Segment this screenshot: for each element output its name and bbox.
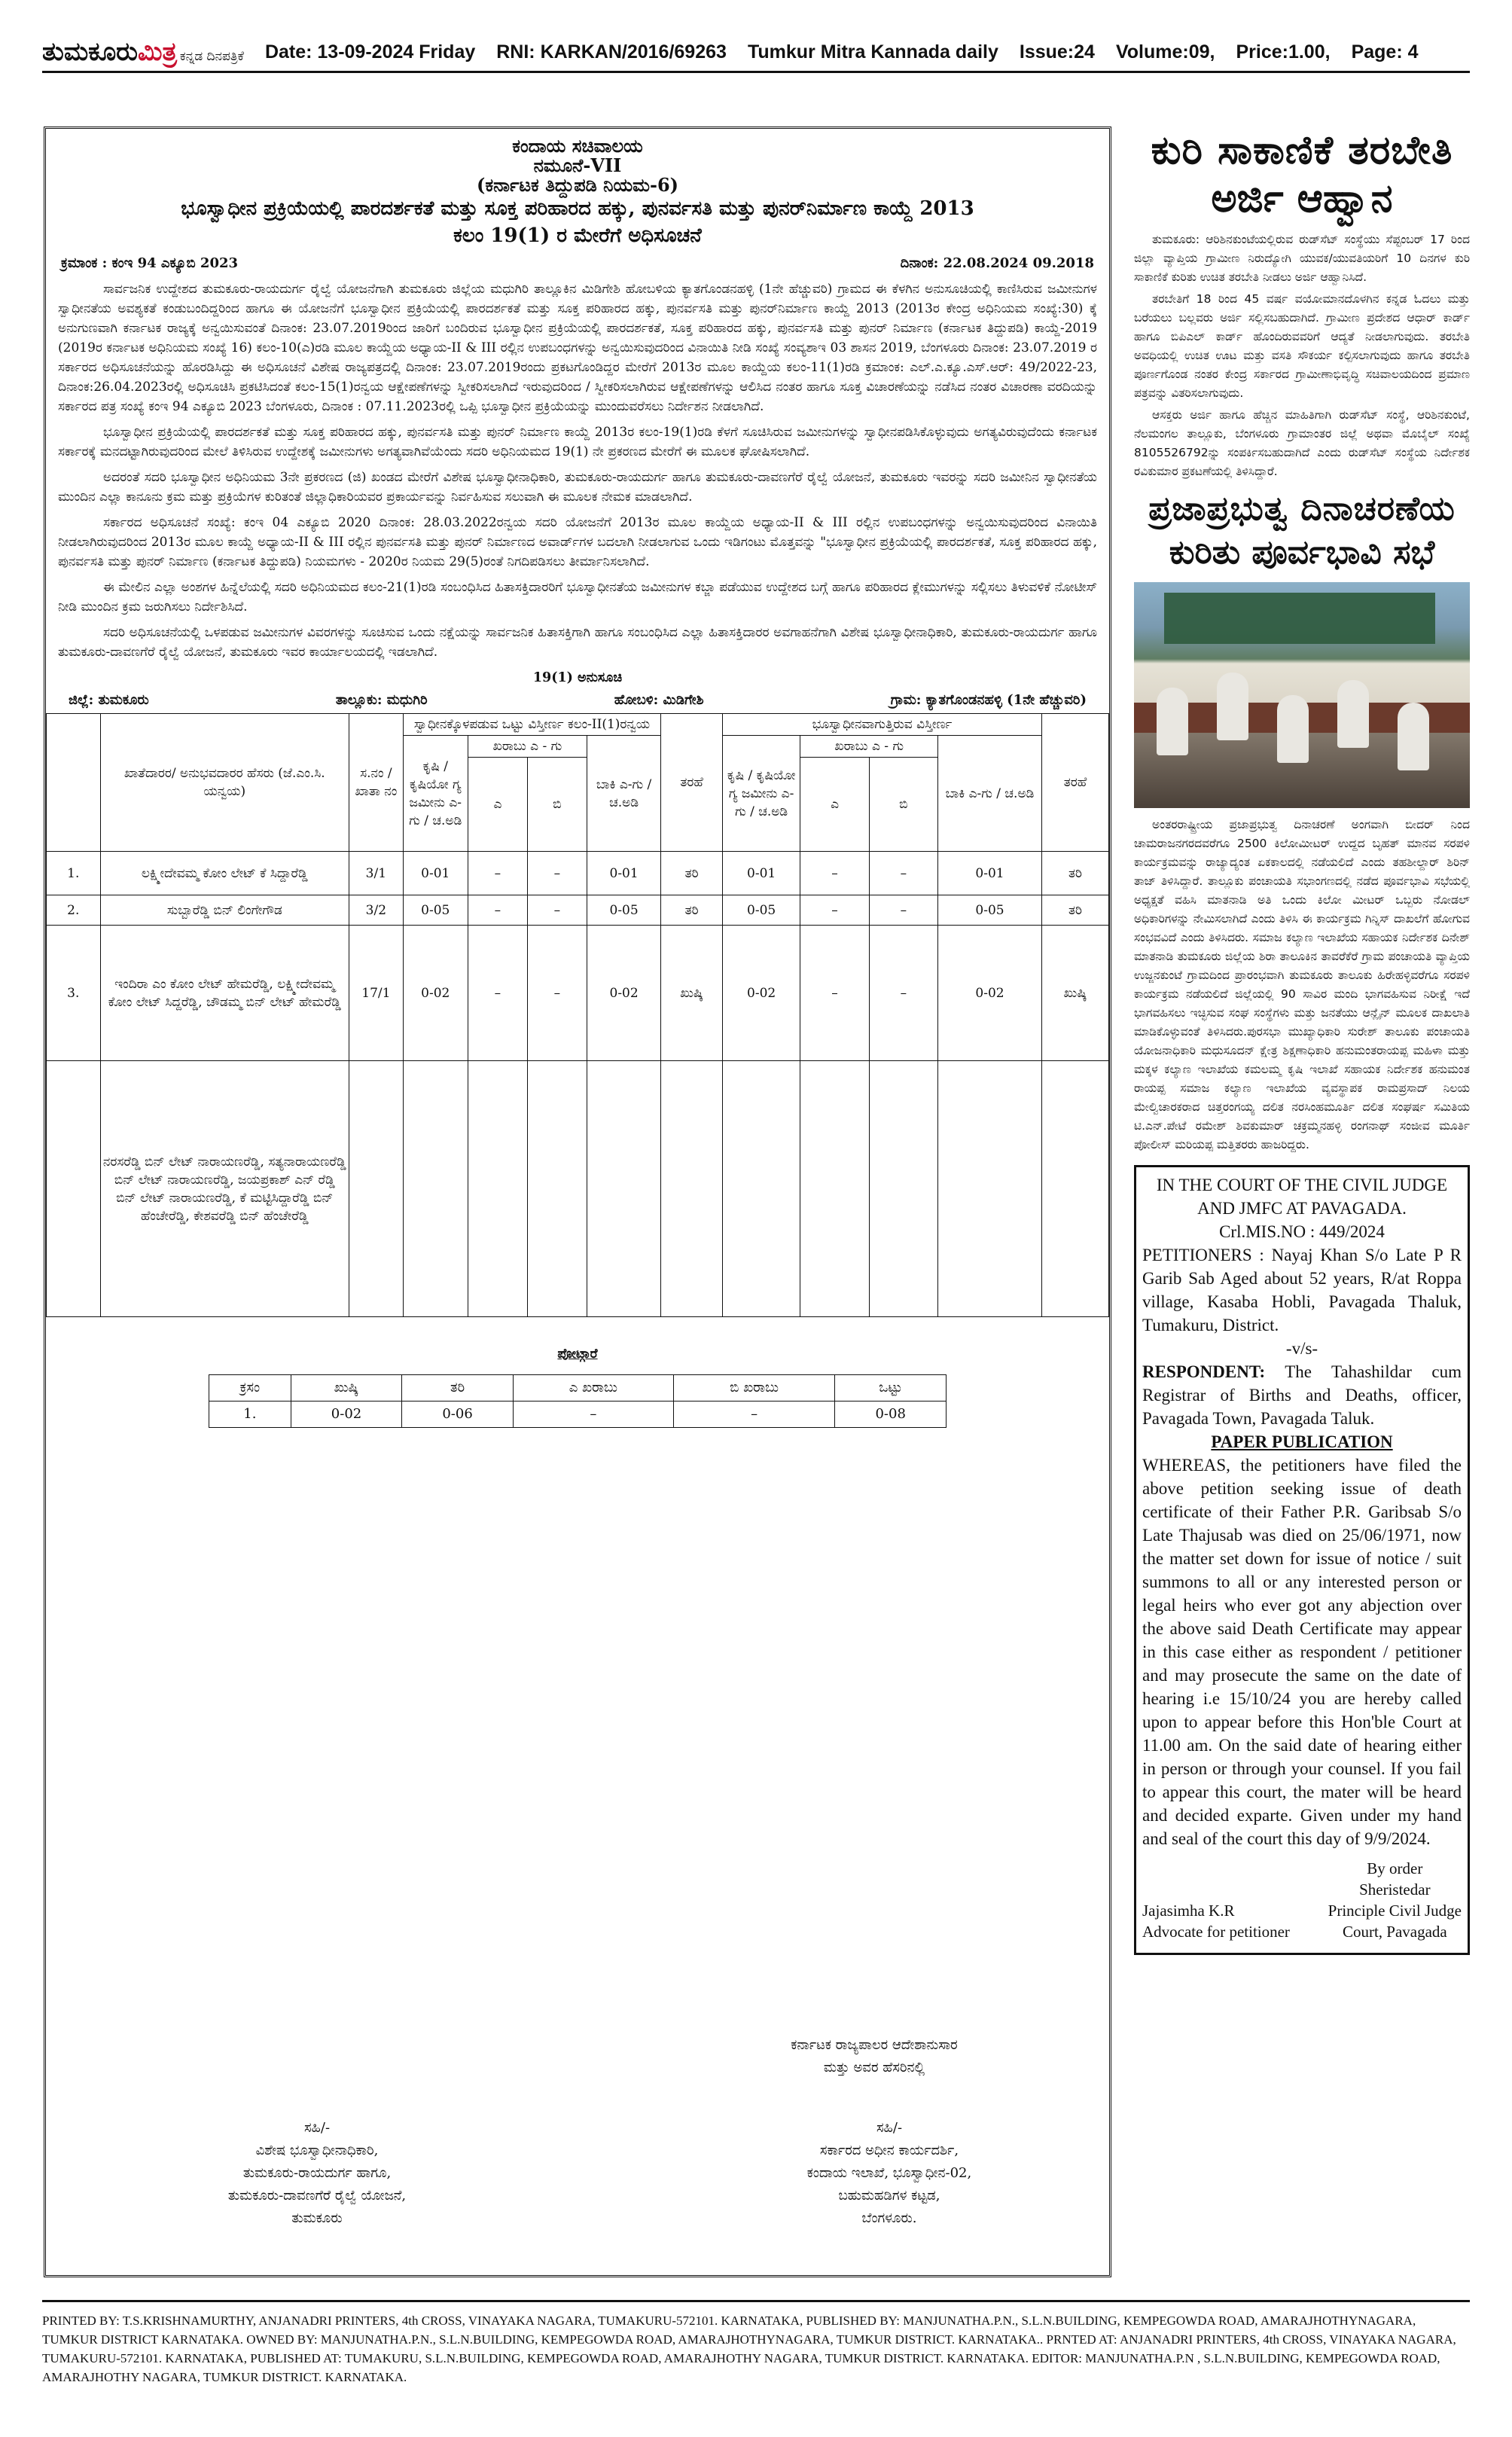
cell: 2. — [47, 895, 101, 926]
schedule-title: 19(1) ಅನುಸೂಚಿ — [532, 670, 623, 685]
cell: – — [800, 895, 869, 926]
cell: ಖುಷ್ಕಿ — [661, 926, 722, 1061]
col-type: ತರಹೆ — [1042, 714, 1109, 852]
page-number: Page: 4 — [1351, 41, 1419, 63]
cell: ತರಿ — [661, 895, 722, 926]
cell — [403, 1061, 468, 1317]
cell: – — [527, 852, 587, 895]
sum-head: ಬಿ ಖರಾಬು — [673, 1375, 835, 1402]
sum-head: ಒಟ್ಟು — [835, 1375, 947, 1402]
court-body: WHEREAS, the petitioners have filed the above petition seeking issue of death certificate of their Father P.R. Garibsab S/o Late Thajusab was died on 25/06/1971, now the matter set down for issue of notice / suit summons to all or any interested person or legal heirs who ever got any abjection over the above said Death Certificate may appear in this case either as respondent / petitioner and may prosecute the same on the date of hearing i.e 15/10/24 you are hereby called upon to appear before this Hon'ble Court at 11.00 am. On the said date of hearing either in person or through your counsel. If you fail to appear this court, the mater will be heard and decided exparte. Given under my hand and seal of the court this day of 9/9/2024. — [1142, 1456, 1462, 1848]
notice-paragraph: ಸಾರ್ವಜನಿಕ ಉದ್ದೇಶದ ತುಮಕೂರು-ರಾಯದುರ್ಗ ರೈಲ್ವೆ ಯೋಜನೆಗಾಗಿ ತುಮಕೂರು ಜಿಲ್ಲೆಯ ಮಧುಗಿರಿ ತಾಲ್ಲೂಕಿನ ಮಿಡಿಗೇಶಿ ಹೋಬಳಿಯ ಕ್ಯಾತಗೊಂಡನಹಳ್ಳಿ (1ನೇ ಹೆಚ್ಚುವರಿ) ಗ್ರಾಮದ ಈ ಕೆಳಗಿನ ಅನುಸೂಚಿಯಲ್ಲಿ ಕಾಣಿಸಿರುವ ಜಮೀನುಗಳ ಸ್ವಾಧೀನತೆಯ ಅವಶ್ಯಕತೆ ಕಂಡುಬಂದಿದ್ದರಿಂದ ಹಾಗೂ ಈ ಯೋಜನೆಗೆ ಭೂಸ್ವಾಧೀನ ಪ್ರಕ್ರಿಯೆಯಲ್ಲಿ ಪಾರದರ್ಶಕತೆ ಮತ್ತು ಸೂಕ್ತ ಪರಿಹಾರದ ಹಕ್ಕು, ಪುನರ್ವಸತಿ ಮತ್ತು ಪುನರ್‌ನಿರ್ಮಾಣ ಕಾಯ್ದೆ 2013 (2013ರ ಕೇಂದ್ರ ಅಧಿನಿಯಮ ಸಂಖ್ಯೆ:30) ಕ್ಕೆ ಅನುಗುಣವಾಗಿ ಕರ್ನಾಟಕ ರಾಜ್ಯಕ್ಕೆ ಅನ್ವಯಿಸುವಂತೆ ದಿನಾಂಕ: 23.07.2019ರಿಂದ ಜಾರಿಗೆ ಬಂದಿರುವ ಭೂಸ್ವಾಧೀನ ಪ್ರಕ್ರಿಯೆಯಲ್ಲಿ ಪಾರದರ್ಶಕತೆ, ಸೂಕ್ತ ಪರಿಹಾರದ ಹಕ್ಕು, ಪುನರ್ವಸತಿ ಮತ್ತು ಪುನರ್ ನಿರ್ಮಾಣ (ಕರ್ನಾಟಕ ತಿದ್ದುಪಡಿ) ಕಾಯ್ದೆ-2019 (2019ರ ಕರ್ನಾಟಕ ಅಧಿನಿಯಮ ಸಂಖ್ಯೆ 16) ಕಲಂ-10(ಎ)ರಡಿ ಮೂಲ ಕಾಯ್ದೆಯ ಅಧ್ಯಾಯ-II & III ರಲ್ಲಿನ ಉಪಬಂಧಗಳನ್ನು ಅನ್ವಯಿಸುವುದರಿಂದ ವಿನಾಯಿತಿ ನೀಡಿ ಸಂಖ್ಯೆ ಸಂವ್ಯಶಾಇ 03 ಶಾಸನ 2019, ಬೆಂಗಳೂರು ದಿನಾಂಕ: 23.07.2019 ರ ಸರ್ಕಾರದ ಅಧಿಸೂಚನೆಯನ್ನು ಹೊರಡಿಸಿದ್ದು ಈ ಅಧಿಸೂಚನೆ ವಿಶೇಷ ರಾಜ್ಯಪತ್ರದಲ್ಲಿ ದಿನಾಂಕ: 23.07.2019ರಂದು ಪ್ರಕಟಗೊಂಡಿದ್ದರ ಮೇರೆಗೆ 2013ರ ಮೂಲ ಕಾಯ್ದೆಯ ಕಲಂ-11(1)ರಡಿ ಕ್ರಮಾಂಕ: ಎಲ್.ಎ.ಕ್ಯೂ.ಎಸ್.ಆರ್: 49/2022-23, ದಿನಾಂಕ:26.04.2023ರಲ್ಲಿ ಅಧಿಸೂಚಿಸಿ ಪ್ರಕಟಿಸಿದಂತೆ ಕಲಂ-15(1)ರನ್ವಯ ಆಕ್ಷೇಪಣೆಗಳನ್ನು ಸ್ವೀಕರಿಸಲಾಗಿದೆ ಇರುವುದರಿಂದ / ಸ್ವೀಕರಿಸಲಾಗಿರುವ ಆಕ್ಷೇಪಣೆಗಳನ್ನು ಆಲಿಸಿದ ನಂತರ ಹಾಗೂ ಸೂಕ್ತ ವಿಚಾರಣೆಯನ್ನು ನಡೆಸಿದ ನಂತರ ವಿಚಾರಣಾ ವರದಿಯನ್ನು ಸರ್ಕಾರದ ಪತ್ರ ಸಂಖ್ಯೆ ಕಂಇ 94 ಎಕ್ಯೂಬಿ 2023 ಬೆಂಗಳೂರು, ದಿನಾಂಕ : 07.11.2023ರಲ್ಲಿ ಒಪ್ಪಿ ಭೂಸ್ವಾಧೀನ ಪ್ರಕ್ರಿಯೆಯನ್ನು ಮುಂದುವರೆಸಲು ನಿರ್ದೇಶನ ನೀಡಲಾಗಿದೆ. — [58, 282, 1097, 414]
court-sign-right: By order Sheristedar Principle Civil Judge Court, Pavagada — [1328, 1859, 1462, 1941]
sum-cell: – — [513, 1402, 673, 1428]
notice-form: ನಮೂನೆ-VII — [533, 154, 622, 176]
cell: ತರಿ — [661, 852, 722, 895]
location-row — [46, 688, 1109, 713]
cell: – — [527, 926, 587, 1061]
cell — [468, 1061, 527, 1317]
cell: 0-02 — [722, 926, 800, 1061]
signature-left — [136, 2117, 498, 2230]
notice-paragraph: ಅದರಂತೆ ಸದರಿ ಭೂಸ್ವಾಧೀನ ಅಧಿನಿಯಮ 3ನೇ ಪ್ರಕರಣದ (ಜಿ) ಖಂಡದ ಮೇರೆಗೆ ವಿಶೇಷ ಭೂಸ್ವಾಧೀನಾಧಿಕಾರಿ, ತುಮಕೂರು-ರಾಯದುರ್ಗ ಹಾಗೂ ತುಮಕೂರು-ದಾವಣಗೆರೆ ರೈಲ್ವೆ ಯೋಜನೆ, ತುಮಕೂರು ಇವರನ್ನು ಸದರಿ ಜಮೀನಿನ ಸ್ವಾಧೀನತೆಯ ಮುಂದಿನ ಎಲ್ಲಾ ಕಾನೂನು ಕ್ರಮ ಮತ್ತು ಪ್ರಕ್ರಿಯೆಗಳ ಕುರಿತಂತೆ ಜಿಲ್ಲಾಧಿಕಾರಿಯವರ ಪ್ರಕಾರ್ಯವನ್ನು ನಿರ್ವಹಿಸುವ ಸಲುವಾಗಿ ಈ ಮೂಲಕ ನೇಮಕ ಮಾಡಲಾಗಿದೆ. — [58, 470, 1097, 505]
cell: 0-01 — [403, 852, 468, 895]
signature-line: ವಿಶೇಷ ಭೂಸ್ವಾಧೀನಾಧಿಕಾರಿ, — [255, 2143, 379, 2158]
table-row — [47, 1061, 1109, 1317]
cell: ನರಸರೆಡ್ಡಿ ಬಿನ್ ಲೇಟ್ ನಾರಾಯಣರೆಡ್ಡಿ, ಸತ್ಯನಾರಾಯಣರೆಡ್ಡಿ ಬಿನ್ ಲೇಟ್ ನಾರಾಯಣರೆಡ್ಡಿ, ಜಯಪ್ರಕಾಶ್ ಎನ್ ರೆಡ್ಡಿ ಬಿನ್ ಲೇಟ್ ನಾರಾಯಣರೆಡ್ಡಿ, ಕೆ ಮಟ್ಟಿಸಿದ್ದಾರೆಡ್ಡಿ ಬಿನ್ ಹೆಂಚೇರೆಡ್ಡಿ, ಕೇಶವರೆಡ್ಡಿ ಬಿನ್ ಹೆಂಚೇರೆಡ್ಡಿ — [100, 1061, 349, 1317]
signature-line: ಸರ್ಕಾರದ ಅಧೀನ ಕಾರ್ಯದರ್ಶಿ, — [819, 2143, 959, 2158]
court-petitioners: PETITIONERS : Nayaj Khan S/o Late P R Garib Sab Aged about 52 years, R/at Roppa village, Kasaba Hobli, Pavagada Thaluk, Tumakuru, District. — [1142, 1246, 1462, 1334]
signature-line: ಸಹಿ/- — [876, 2120, 903, 2136]
court-respondent: RESPONDENT: The Tahashildar cum Registrar of Births and Deaths, officer, Pavagada Town, Pavagada Taluk. — [1142, 1362, 1462, 1428]
court-publication-title: PAPER PUBLICATION — [1211, 1432, 1393, 1451]
cell — [937, 1061, 1041, 1317]
cell: ಲಕ್ಷ್ಮೀದೇವಮ್ಮ ಕೋಂ ಲೇಟ್ ಕೆ ಸಿದ್ದಾರೆಡ್ಡಿ — [100, 852, 349, 895]
cell: – — [468, 852, 527, 895]
story1-headline-2: ಅರ್ಜಿ ಆಹ್ವಾನ — [1211, 176, 1393, 221]
masthead — [42, 33, 1470, 73]
story1-headline: ಕುರಿ ಸಾಕಾಣಿಕೆ ತರಬೇತಿ — [1151, 128, 1453, 173]
signature-right — [709, 2117, 1070, 2230]
col-balance: ಬಾಕಿ ಎ-ಗು / ಚ.ಅಡಿ — [937, 736, 1041, 852]
cell — [869, 1061, 937, 1317]
notice-ref-date: ದಿನಾಂಕ: 22.08.2024 09.2018 — [900, 255, 1094, 271]
cell: – — [869, 852, 937, 895]
notice-paragraph: ಸದರಿ ಅಧಿಸೂಚನೆಯಲ್ಲಿ ಒಳಪಡುವ ಜಮೀನುಗಳ ವಿವರಗಳನ್ನು ಸೂಚಿಸುವ ಒಂದು ನಕ್ಷೆಯನ್ನು ಸಾರ್ವಜನಿಕ ಹಿತಾಸಕ್ತಿಗಾಗಿ ಹಾಗೂ ಸಂಬಂಧಿಸಿದ ಎಲ್ಲಾ ಹಿತಾಸಕ್ತಿದಾರರ ಅವಗಾಹನೆಗಾಗಿ ವಿಶೇಷ ಭೂಸ್ವಾಧೀನಾಧಿಕಾರಿ, ತುಮಕೂರು-ರಾಯದುರ್ಗ ಹಾಗೂ ತುಮಕೂರು-ದಾವಣಗೆರೆ ರೈಲ್ವೆ ಯೋಜನೆ, ತುಮಕೂರು ಇವರ ಕಾರ್ಯಾಲಯದಲ್ಲಿ ಇಡಲಾಗಿದೆ. — [58, 625, 1097, 660]
summary-title: ಪೋಟ್ಗಾರೆ — [557, 1347, 598, 1362]
cell — [800, 1061, 869, 1317]
col-kharab: ಖರಾಬು ಎ - ಗು — [800, 736, 938, 758]
hobli: ಹೋಬಳಿ: ಮಿಡಿಗೇಶಿ — [614, 692, 704, 708]
notice-office: ಕಂದಾಯ ಸಚಿವಾಲಯ — [512, 135, 643, 157]
col-a: ಎ — [800, 758, 869, 852]
cell — [661, 1061, 722, 1317]
cell: – — [800, 852, 869, 895]
cell: 0-02 — [403, 926, 468, 1061]
cell: ಖುಷ್ಕಿ — [1042, 926, 1109, 1061]
cell: 3/1 — [349, 852, 404, 895]
col-b: ಬಿ — [527, 758, 587, 852]
notice-paragraph: ಸರ್ಕಾರದ ಅಧಿಸೂಚನೆ ಸಂಖ್ಯೆ: ಕಂಇ 04 ಎಕ್ಯೂಬಿ 2020 ದಿನಾಂಕ: 28.03.2022ರನ್ವಯ ಸದರಿ ಯೋಜನೆಗೆ 2013ರ ಮೂಲ ಕಾಯ್ದೆಯ ಅಧ್ಯಾಯ-II & III ರಲ್ಲಿನ ಉಪಬಂಧಗಳನ್ನು ಅನ್ವಯಿಸುವುದರಿಂದ ವಿನಾಯಿತಿ ನೀಡಲಾಗಿರುವುದರಿಂದ 2013ರ ಮೂಲ ಕಾಯ್ದೆ ಅಧ್ಯಾಯ-II & III ರಲ್ಲಿನ ಪುನರ್ವಸತಿ ಮತ್ತು ಪುನರ್ ನಿರ್ಮಾಣದ ಅವಾರ್ಡ್‌ಗಳ ಬದಲಾಗಿ ನೀಡಲಾಗುವ ಒಂದು ಇಡಿಗಂಟು ಮೊತ್ತವನ್ನು "ಭೂಸ್ವಾಧೀನ ಪ್ರಕ್ರಿಯೆಯಲ್ಲಿ ಪಾರದರ್ಶಕತೆ, ಸೂಕ್ತ ಪರಿಹಾರದ ಹಕ್ಕು, ಪುನರ್ವಸತಿ ಮತ್ತು ಪುನರ್ ನಿರ್ಮಾಣ (ಕರ್ನಾಟಕ ತಿದ್ದುಪಡಿ) ನಿಯಮಗಳು - 2020ರ ನಿಯಮ 29(5)ರಂತೆ ನಿಗದಿಪಡಿಸಲು ತೀರ್ಮಾನಿಸಲಾಗಿದೆ. — [58, 515, 1097, 569]
volume-number: Volume:09, — [1115, 41, 1215, 63]
cell: 0-02 — [937, 926, 1041, 1061]
village: ಗ್ರಾಮ: ಕ್ಯಾತಗೊಂಡನಹಳ್ಳಿ (1ನೇ ಹೆಚ್ಚುವರಿ) — [890, 692, 1087, 708]
story-paragraph: ಅಂತರರಾಷ್ಟ್ರೀಯ ಪ್ರಜಾಪ್ರಭುತ್ವ ದಿನಾಚರಣೆ ಅಂಗವಾಗಿ ಬೀದರ್ ನಿಂದ ಚಾಮರಾಜನಗರದವರೆಗೂ 2500 ಕಿಲೋಮೀಟರ್ ಉದ್ದದ ಬೃಹತ್ ಮಾನವ ಸರಪಳಿ ಕಾರ್ಯಕ್ರಮವನ್ನು ರಾಜ್ಯಾದ್ಯಂತ ಏಕಕಾಲದಲ್ಲಿ ನಡೆಯಲಿದೆ ಎಂದು ತಹಶೀಲ್ದಾರ್ ಶಿರಿನ್ ತಾಜ್ ತಿಳಿಸಿದ್ದಾರೆ. ತಾಲ್ಲೂಕು ಪಂಚಾಯತಿ ಸಭಾಂಗಣದಲ್ಲಿ ನಡೆದ ಪೂರ್ವಭಾವಿ ಸಭೆಯಲ್ಲಿ ಅಧ್ಯಕ್ಷತೆ ವಹಿಸಿ ಮಾತನಾಡಿ ಅತಿ ಒಂದು ಕಿಲೋ ಮೀಟರ್ ಒಬ್ಬರು ನೋಡಲ್ ಅಧಿಕಾರಿಗಳನ್ನು ನೇಮಿಸಲಾಗಿದೆ ಎಂದು ತಿಳಿಸಿ ಈ ಕಾರ್ಯಕ್ರಮ ಗಿನ್ನಿಸ್ ದಾಖಲೆಗೆ ಹೋಗುವ ಸಂಭವವಿದೆ ಎಂದು ತಿಳಿಸಿದರು. ಸಮಾಜ ಕಲ್ಯಾಣ ಇಲಾಖೆಯ ಸಹಾಯಕ ನಿರ್ದೇಶಕ ದಿನೇಶ್ ಮಾತನಾಡಿ ತುಮಕೂರು ಜಿಲ್ಲೆಯ ಶಿರಾ ತಾಲೂಕಿನ ತಾವರೆಕೆರೆ ಗ್ರಾಮ ಪಂಚಾಯತಿ ವ್ಯಾಪ್ತಿಯ ಉಜ್ಜನಕುಂಟೆ ಗ್ರಾಮದಿಂದ ಪ್ರಾರಂಭವಾಗಿ ತುಮಕೂರು ತಾಲೂಕು ಹಿರೇಹಳ್ಳಿವರೆಗೂ ಸರಪಳಿ ಕಾರ್ಯಕ್ರಮ ನಡೆಯಲಿದೆ ಜಿಲ್ಲೆಯಲ್ಲಿ 90 ಸಾವಿರ ಮಂದಿ ಭಾಗವಹಿಸುವ ನಿರೀಕ್ಷೆ ಇದೆ ಭಾಗವಹಿಸಲು ಇಚ್ಛಿಸುವ ಸಂಘ ಸಂಸ್ಥೆಗಳು ಮತ್ತು ಜನತೆಯು ಆನ್ಲೈನ್ ಮೂಲಕ ದಾಖಲಾತಿ ಮಾಡಿಕೊಳ್ಳುವಂತೆ ತಿಳಿಸಿದರು.ಪುರಸಭಾ ಮುಖ್ಯಾಧಿಕಾರಿ ಸುರೇಶ್ ತಾಲೂಕು ಪಂಚಾಯತಿ ಯೋಜನಾಧಿಕಾರಿ ಮಧುಸೂದನ್ ಕ್ಷೇತ್ರ ಶಿಕ್ಷಣಾಧಿಕಾರಿ ಹನುಮಂತರಾಯಪ್ಪ ಮಹಿಳಾ ಮತ್ತು ಮಕ್ಕಳ ಕಲ್ಯಾಣ ಇಲಾಖೆಯ ಕಮಲಮ್ಮ ಕೃಷಿ ಇಲಾಖೆ ಸಹಾಯಕ ನಿರ್ದೇಶಕ ಹನುಮಂತ ರಾಯಪ್ಪ ಸಮಾಜ ಕಲ್ಯಾಣ ಇಲಾಖೆಯ ವ್ಯವಸ್ಥಾಪಕ ರಾಮಪ್ರಸಾದ್ ನಿಲಯ ಮೇಲ್ವಿಚಾರಕರಾದ ಚಿತ್ತರಂಗಯ್ಯ ದಲಿತ ನರಸಿಂಹಮೂರ್ತಿ ದಲಿತ ಸಂಘರ್ಷ ಸಮಿತಿಯ ಟಿ.ಎನ್.ಪೇಟೆ ರಮೇಶ್ ಶಿವಕುಮಾರ್ ಚಕ್ರಮ್ಮನಹಳ್ಳಿ ರಂಗನಾಥ್ ಸಂಜೀವ ಮೂರ್ತಿ ಪೋಲೀಸ್ ಮರಿಯಪ್ಪ ಮತ್ತಿತರರು ಹಾಜರಿದ್ದರು. — [1134, 818, 1470, 1151]
signature-line: ತುಮಕೂರು — [291, 2210, 343, 2226]
sum-head: ಖುಷ್ಕಿ — [291, 1375, 402, 1402]
cell: ತರಿ — [1042, 852, 1109, 895]
notice-ref-no: ಕ್ರಮಾಂಕ : ಕಂಇ 94 ಎಕ್ಯೂಬಿ 2023 — [61, 255, 239, 271]
notice-section: ಕಲಂ 19(1) ರ ಮೇರೆಗೆ ಅಧಿಸೂಚನೆ — [453, 224, 702, 247]
cell: 0-02 — [587, 926, 661, 1061]
table-row — [47, 852, 1109, 895]
story-paragraph: ಆಸಕ್ತರು ಅರ್ಜಿ ಹಾಗೂ ಹೆಚ್ಚಿನ ಮಾಹಿತಿಗಾಗಿ ರುಡ್‌ಸೆಟ್ ಸಂಸ್ಥೆ, ಆರಿಶಿನಕುಂಟೆ, ನೆಲಮಂಗಲ ತಾಲ್ಲೂಕು, ಬೆಂಗಳೂರು ಗ್ರಾಮಾಂತರ ಜಿಲ್ಲೆ ಅಥವಾ ಮೊಬೈಲ್ ಸಂಖ್ಯೆ 8105526792ನ್ನು ಸಂಪರ್ಕಿಸಬಹುದಾಗಿದೆ ಎಂದು ರುಡ್‌ಸೆಟ್ ಸಂಸ್ಥೆಯ ನಿರ್ದೇಶಕ ರವಿಕುಮಾರ ಪ್ರಕಟಣೆಯಲ್ಲಿ ತಿಳಿಸಿದ್ದಾರೆ. — [1134, 408, 1470, 478]
col-sl — [47, 714, 101, 852]
cell: 0-01 — [587, 852, 661, 895]
land-schedule-table — [46, 713, 1109, 1317]
cell: 0-01 — [722, 852, 800, 895]
col-b: ಬಿ — [869, 758, 937, 852]
cell: – — [800, 926, 869, 1061]
col-cultivable: ಕೃಷಿ / ಕೃಷಿಯೋ ಗ್ಯ ಜಮೀನು ಎ-ಗು / ಚ.ಅಡಿ — [722, 736, 800, 852]
governor-order — [709, 2034, 1040, 2079]
sum-head: ತರಿ — [402, 1375, 514, 1402]
story2-body — [1134, 816, 1470, 1154]
story-paragraph: ತುಮಕೂರು: ಆರಿಶಿನಕುಂಟೆಯಲ್ಲಿರುವ ರುಡ್‌ಸೆಟ್ ಸಂಸ್ಥೆಯು ಸೆಪ್ಟಂಬರ್ 17 ರಿಂದ ಜಿಲ್ಲಾ ವ್ಯಾಪ್ತಿಯ ಗ್ರಾಮೀಣ ನಿರುದ್ಯೋಗಿ ಯುವಕ/ಯುವತಿಯರಿಗೆ 10 ದಿನಗಳ ಕುರಿ ಸಾಕಾಣಿಕೆ ಕುರಿತು ಉಚಿತ ತರಬೇತಿ ನೀಡಲು ಅರ್ಜಿ ಆಹ್ವಾನಿಸಿದೆ. — [1134, 233, 1470, 284]
cell — [349, 1061, 404, 1317]
sum-cell: – — [673, 1402, 835, 1428]
col-type: ತರಹೆ — [661, 714, 722, 852]
story1-body — [1134, 230, 1470, 481]
sum-cell: 0-06 — [402, 1402, 514, 1428]
cell: – — [468, 895, 527, 926]
court-case-number: Crl.MIS.NO : 449/2024 — [1219, 1222, 1385, 1241]
court-signatures — [1142, 1858, 1462, 1942]
cell: 0-05 — [937, 895, 1041, 926]
summary-table — [209, 1374, 947, 1428]
governor-order-line: ಮತ್ತು ಅವರ ಹೆಸರಿನಲ್ಲಿ — [823, 2060, 925, 2076]
col-group-total: ಸ್ವಾಧೀನಕ್ಕೊಳಪಡುವ ಒಟ್ಟು ವಿಸ್ತೀರ್ಣ ಕಲಂ-II(1)ರನ್ವಯ — [403, 714, 661, 736]
table-row — [209, 1402, 947, 1428]
col-group-acquired: ಭೂಸ್ವಾಧೀನವಾಗುತ್ತಿರುವ ವಿಸ್ತೀರ್ಣ — [722, 714, 1041, 736]
notice-act-title: ಭೂಸ್ವಾಧೀನ ಪ್ರಕ್ರಿಯೆಯಲ್ಲಿ ಪಾರದರ್ಶಕತೆ ಮತ್ತು ಸೂಕ್ತ ಪರಿಹಾರದ ಹಕ್ಕು, ಪುನರ್ವಸತಿ ಮತ್ತು ಪುನರ್‌ನಿರ್ಮಾಣ ಕಾಯ್ದೆ 2013 — [181, 197, 974, 220]
sum-head: ಕ್ರಸಂ — [209, 1375, 291, 1402]
issue-number: Issue:24 — [1019, 41, 1095, 63]
cell: 3/2 — [349, 895, 404, 926]
cell: 0-05 — [403, 895, 468, 926]
paper-name: Tumkur Mitra Kannada daily — [747, 41, 998, 63]
imprint-footer: PRINTED BY: T.S.KRISHNAMURTHY, ANJANADRI PRINTERS, 4th CROSS, VINAYAKA NAGARA, TUMAKURU-572101. KARNATAKA, PUBLISHED BY: MANJUNATHA.P.N., S.L.N.BUILDING, KEMPEGOWDA ROAD, AMARAJHOTHYNAGARA, TUMKUR DISTRICT KARNATAKA. OWNED BY: MANJUNATHA.P.N., S.L.N.BUILDING, KEMPEGOWDA ROAD, AMARAJHOTHYNAGARA, TUMKUR DISTRICT. KARNATAKA.. PRNTED AT: ANJANADRI PRINTERS, 4th CROSS, VINAYAKA NAGARA, TUMAKURU-572101. KARNATAKA, PUBLISHED AT: TUMAKURU, S.L.N.BUILDING, KEMPEGOWDA ROAD, AMARAJHOTHY NAGARA, TUMKUR DISTRICT. KARNATAKA. EDITOR: MANJUNATHA.P.N , S.L.N.BUILDING, KEMPEGOWDA ROAD, AMARAJHOTHY NAGARA, TUMKUR DISTRICT. KARNATAKA. — [42, 2300, 1470, 2387]
cell — [47, 1061, 101, 1317]
taluk: ತಾಲ್ಲೂಕು: ಮಧುಗಿರಿ — [335, 692, 428, 708]
col-balance: ಬಾಕಿ ಎ-ಗು / ಚ.ಅಡಿ — [587, 736, 661, 852]
rni-number: RNI: KARKAN/2016/69263 — [496, 41, 727, 63]
right-column — [1134, 127, 1470, 1955]
signature-line: ಬೆಂಗಳೂರು. — [861, 2210, 917, 2226]
notice-paragraph: ಭೂಸ್ವಾಧೀನ ಪ್ರಕ್ರಿಯೆಯಲ್ಲಿ ಪಾರದರ್ಶಕತೆ ಮತ್ತು ಸೂಕ್ತ ಪರಿಹಾರದ ಹಕ್ಕು, ಪುನರ್ವಸತಿ ಮತ್ತು ಪುನರ್ ನಿರ್ಮಾಣ ಕಾಯ್ದೆ 2013ರ ಕಲಂ-19(1)ರಡಿ ಕೆಳಗೆ ಸೂಚಿಸಿರುವ ಜಮೀನುಗಳನ್ನು ಸ್ವಾಧೀನಪಡಿಸಿಕೊಳ್ಳುವುದು ಅಗತ್ಯವಿರುವುದೆಂದು ಕರ್ನಾಟಕ ಸರ್ಕಾರಕ್ಕೆ ಮನದಟ್ಟಾಗಿರುವುದರಿಂದ ಮೇಲೆ ತಿಳಿಸಿರುವ ಉದ್ದೇಶಕ್ಕೆ ಜಮೀನುಗಳು ಅಗತ್ಯವಾಗಿವೆಯೆಂದು ಸದರಿ ಅಧಿನಿಯಮದ 19(1) ನೇ ಪ್ರಕರಣದ ಮೇರೆಗೆ ಈ ಮೂಲಕ ಘೋಷಿಸಲಾಗಿದೆ. — [58, 425, 1097, 459]
signature-line: ಕಂದಾಯ ಇಲಾಖೆ, ಭೂಸ್ವಾಧೀನ-02, — [806, 2165, 972, 2181]
cell: 3. — [47, 926, 101, 1061]
price: Price:1.00, — [1236, 41, 1331, 63]
cell — [587, 1061, 661, 1317]
cell: – — [468, 926, 527, 1061]
cell: 0-05 — [587, 895, 661, 926]
table-row — [47, 926, 1109, 1061]
story2-headline-2: ಕುರಿತು ಪೂರ್ವಭಾವಿ ಸಭೆ — [1169, 533, 1435, 572]
notice-rule: (ಕರ್ನಾಟಕ ತಿದ್ದುಪಡಿ ನಿಯಮ-6) — [476, 174, 679, 196]
cell: ಇಂದಿರಾ ಎಂ ಕೋಂ ಲೇಟ್ ಹೇಮರೆಡ್ಡಿ, ಲಕ್ಷ್ಮೀದೇವಮ್ಮ ಕೋಂ ಲೇಟ್ ಸಿದ್ದರೆಡ್ಡಿ, ಚೌಡಮ್ಮ ಬಿನ್ ಲೇಟ್ ಹೇಮರೆಡ್ಡಿ — [100, 926, 349, 1061]
court-notice — [1134, 1165, 1470, 1955]
notice-reference-row — [46, 249, 1109, 279]
land-acquisition-notice — [44, 127, 1111, 2277]
court-vs: -v/s- — [1285, 1339, 1318, 1358]
story-paragraph: ತರಬೇತಿಗೆ 18 ರಿಂದ 45 ವರ್ಷ ವಯೋಮಾನದೊಳಗಿನ ಕನ್ನಡ ಓದಲು ಮತ್ತು ಬರೆಯಲು ಬಲ್ಲವರು ಅರ್ಜಿ ಸಲ್ಲಿಸಬಹುದಾಗಿದೆ. ಗ್ರಾಮೀಣ ಪ್ರದೇಶದ ಆಧಾರ್ ಕಾರ್ಡ್ ಹಾಗೂ ಬಿಪಿಎಲ್ ಕಾರ್ಡ್ ಹೊಂದಿರುವವರಿಗೆ ಆದ್ಯತೆ ನೀಡಲಾಗುವುದು. ತರಬೇತಿ ಅವಧಿಯಲ್ಲಿ ಉಚಿತ ಊಟ ಮತ್ತು ವಸತಿ ಸೌಕರ್ಯ ಕಲ್ಪಿಸಲಾಗುವುದು ಹಾಗೂ ತರಬೇತಿ ಪೂರ್ಣಗೊಂಡ ನಂತರ ಕೇಂದ್ರ ಸರ್ಕಾರದ ಗ್ರಾಮೀಣಾಭಿವೃದ್ಧಿ ಸಚಿವಾಲಯದಿಂದ ಪ್ರಮಾಣ ಪತ್ರವನ್ನು ವಿತರಿಸಲಾಗುವುದು. — [1134, 292, 1470, 400]
governor-order-line: ಕರ್ನಾಟಕ ರಾಜ್ಯಪಾಲರ ಆದೇಶಾನುಸಾರ — [791, 2037, 958, 2053]
court-title: IN THE COURT OF THE CIVIL JUDGE AND JMFC AT PAVAGADA. — [1156, 1176, 1448, 1218]
notice-body — [46, 279, 1109, 662]
cell: 0-05 — [722, 895, 800, 926]
signature-line: ಬಹುಮಹಡಿಗಳ ಕಟ್ಟಡ, — [838, 2188, 940, 2204]
court-sign-left: Jajasimha K.R Advocate for petitioner — [1142, 1902, 1290, 1941]
col-owner: ಖಾತೆದಾರರ/ ಅನುಭವದಾರರ ಹೆಸರು (ಜೆ.ಎಂ.ಸಿ. ಯನ್ವಯ) — [100, 714, 349, 852]
district: ಜಿಲ್ಲೆ: ತುಮಕೂರು — [69, 692, 149, 708]
cell: – — [527, 895, 587, 926]
meeting-photo — [1134, 582, 1470, 808]
cell: ತರಿ — [1042, 895, 1109, 926]
cell — [1042, 1061, 1109, 1317]
cell — [722, 1061, 800, 1317]
signature-line: ತುಮಕೂರು-ರಾಯದುರ್ಗ ಹಾಗೂ, — [242, 2165, 392, 2181]
col-survey: ಸ.ನಂ / ಖಾತಾ ನಂ — [349, 714, 404, 852]
col-kharab: ಖರಾಬು ಎ - ಗು — [468, 736, 587, 758]
sum-cell: 0-02 — [291, 1402, 402, 1428]
cell — [527, 1061, 587, 1317]
cell: 1. — [47, 852, 101, 895]
cell: – — [869, 926, 937, 1061]
signature-line: ಸಹಿ/- — [303, 2120, 331, 2136]
story2-headline: ಪ್ರಜಾಪ್ರಭುತ್ವ ದಿನಾಚರಣೆಯ — [1148, 490, 1456, 528]
col-cultivable: ಕೃಷಿ / ಕೃಷಿಯೋ ಗ್ಯ ಜಮೀನು ಎ-ಗು / ಚ.ಅಡಿ — [403, 736, 468, 852]
notice-paragraph: ಈ ಮೇಲಿನ ಎಲ್ಲಾ ಅಂಶಗಳ ಹಿನ್ನೆಲೆಯಲ್ಲಿ ಸದರಿ ಅಧಿನಿಯಮದ ಕಲಂ-21(1)ರಡಿ ಸಂಬಂಧಿಸಿದ ಹಿತಾಸಕ್ತಿದಾರರಿಗೆ ಭೂಸ್ವಾಧೀನತೆಯ ಜಮೀನುಗಳ ಕಬ್ಜಾ ಪಡೆಯುವ ಉದ್ದೇಶದ ಬಗ್ಗೆ ಹಾಗೂ ಪರಿಹಾರದ ಕ್ಲೇಮುಗಳನ್ನು ಸಲ್ಲಿಸಲು ತಿಳುವಳಿಕೆ ನೋಟೀಸ್ ನೀಡಿ ಮುಂದಿನ ಕ್ರಮ ಜರುಗಿಸಲು ನಿರ್ದೇಶಿಸಿದೆ. — [58, 580, 1097, 615]
sum-head: ಎ ಖರಾಬು — [513, 1375, 673, 1402]
issue-date: Date: 13-09-2024 Friday — [264, 41, 476, 63]
col-a: ಎ — [468, 758, 527, 852]
cell: 0-01 — [937, 852, 1041, 895]
sum-cell: 1. — [209, 1402, 291, 1428]
cell: 17/1 — [349, 926, 404, 1061]
table-row — [47, 895, 1109, 926]
cell: – — [869, 895, 937, 926]
cell: ಸುಬ್ಬಾರೆಡ್ಡಿ ಬಿನ್ ಲಿಂಗೇಗೌಡ — [100, 895, 349, 926]
sum-cell: 0-08 — [835, 1402, 947, 1428]
signature-line: ತುಮಕೂರು-ದಾವಣಗೆರೆ ರೈಲ್ವೆ ಯೋಜನೆ, — [227, 2188, 407, 2204]
newspaper-logo: ತುಮಕೂರುಮಿತ್ರ ಕನ್ನಡ ದಿನಪತ್ರಿಕೆ — [42, 37, 244, 67]
